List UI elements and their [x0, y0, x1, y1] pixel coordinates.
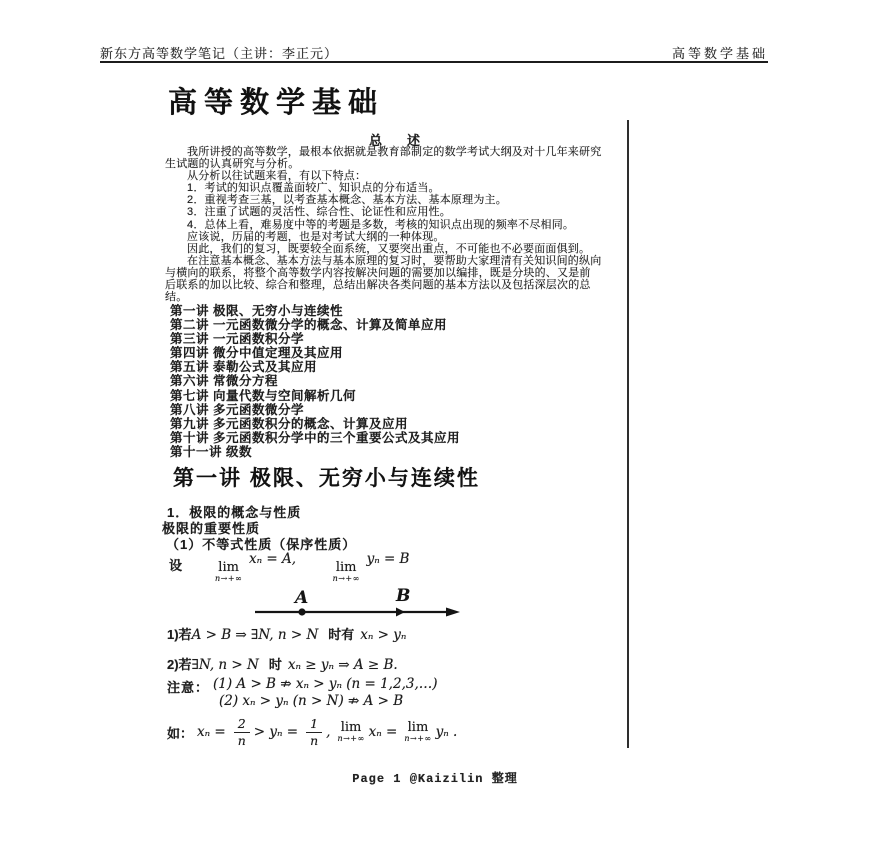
fraction-2-over-n: $\frac{2}{n}$ [234, 717, 250, 746]
let-word: 设 [169, 558, 184, 573]
claim1-tail: xₙ > yₙ [360, 627, 407, 643]
overview-line: 3．注重了试题的灵活性、综合性、论证性和应用性。 [187, 206, 451, 219]
lecture1-subtitle: 极限的重要性质 [162, 521, 261, 536]
overview-paragraphs [165, 146, 635, 303]
toc-item: 第十一讲 级数 [170, 444, 252, 459]
toc-item: 第二讲 一元函数微分学的概念、计算及简单应用 [170, 318, 447, 333]
toc-item: 第三讲 一元函数积分学 [170, 332, 304, 347]
limit-setup-formula [212, 551, 409, 583]
note-line-2: (2) xₙ > yₙ (n > N) ⇏ A > B [219, 693, 404, 709]
page-footer: Page 1 @Kaizilin 整理 [352, 772, 518, 786]
overview-line: 结。 [165, 291, 188, 304]
overview-line: 4．总体上看，难易度中等的考题是多数，考核的知识点出现的频率不尽相同。 [187, 218, 575, 231]
example-limy: yₙ . [435, 724, 458, 740]
claim1-math: A > B ⇒ ∃N, n > N [191, 627, 319, 643]
lecture1-property1: （1）不等式性质（保序性质） [166, 537, 357, 552]
claim-1 [167, 624, 406, 643]
claim2-prefix: 2)若 [167, 657, 192, 672]
header-right-text: 高等数学基础 [671, 46, 768, 61]
toc-item: 第一讲 极限、无穷小与连续性 [170, 304, 343, 318]
point-a-label: A [295, 588, 309, 608]
example-comma: , [326, 724, 331, 740]
toc-item: 第八讲 多元函数微分学 [170, 402, 304, 417]
point-b-label: B [396, 586, 411, 606]
limit-operator: lim n→+∞ [332, 560, 360, 584]
example-limx: xₙ = [368, 724, 398, 740]
example-mid: > yₙ = [253, 724, 299, 740]
claim1-prefix: 1)若 [167, 627, 192, 642]
claim2-math: ∃N, n > N [191, 657, 259, 673]
claim1-mid: 时有 [328, 627, 355, 642]
toc-item: 第七讲 向量代数与空间解析几何 [170, 388, 356, 403]
overview-line: 从分析以往试题来看，有以下特点： [187, 170, 367, 183]
overview-line: 1．考试的知识点覆盖面较广、知识点的分布适当。 [187, 182, 440, 195]
lecture1-point1: 1．极限的概念与性质 [167, 505, 302, 520]
point-b-marker [396, 608, 405, 617]
header-left-text: 新东方高等数学笔记（主讲：李正元） [100, 46, 339, 61]
overview-line: 后联系的加以比较、综合和整理，总结出解决各类问题的基本方法以及包括深层次的总 [165, 279, 591, 292]
column-divider-rule [627, 120, 629, 748]
toc-item: 第十讲 多元函数积分学中的三个重要公式及其应用 [170, 430, 460, 445]
claim2-tail: xₙ ≥ yₙ ⇒ A ≥ B. [287, 657, 398, 673]
document-title: 高等数学基础 [168, 87, 385, 119]
overview-line: 生试题的认真研究与分析。 [165, 158, 300, 171]
formula-y-part: yₙ = B [366, 551, 410, 567]
overview-line: 在注意基本概念、基本方法与基本原理的复习时，要帮助大家理清有关知识间的纵向 [187, 254, 602, 267]
claim-2 [167, 654, 398, 673]
overview-line: 因此，我们的复习，既要较全面系统，又要突出重点，不可能也不必要面面俱到。 [187, 242, 591, 255]
number-line-diagram [250, 584, 465, 624]
overview-line: 我所讲授的高等数学，最根本依据就是教育部制定的数学考试大纲及对十几年来研究 [187, 146, 602, 158]
toc-item: 第五讲 泰勒公式及其应用 [170, 360, 317, 375]
overview-line: 2．重视考查三基，以考查基本概念、基本方法、基本原理为主。 [187, 194, 507, 207]
fraction-1-over-n: $\frac{1}{n}$ [306, 717, 322, 746]
example-x: xₙ = [197, 724, 226, 740]
toc-item: 第九讲 多元函数积分的概念、计算及应用 [170, 416, 408, 431]
note-line-1: (1) A > B ⇏ xₙ > yₙ (n = 1,2,3,…) [213, 676, 438, 692]
overview-heading: 总 述 [368, 133, 426, 148]
toc-item: 第四讲 微分中值定理及其应用 [170, 346, 343, 361]
note-label: 注意： [167, 680, 210, 695]
limit-operator: lim n→+∞ [337, 720, 365, 743]
example-line [167, 712, 461, 752]
toc-item: 第六讲 常微分方程 [170, 374, 278, 389]
lecture-toc [170, 304, 460, 459]
overview-line: 应该说，历届的考题，也是对考试大纲的一种体现。 [187, 230, 445, 243]
point-a-dot [298, 608, 305, 615]
header-rule [100, 61, 768, 63]
claim2-mid: 时 [268, 657, 282, 672]
lecture1-heading: 第一讲 极限、无穷小与连续性 [173, 467, 480, 490]
limit-operator: lim n→+∞ [404, 720, 432, 743]
limit-operator: lim n→+∞ [215, 560, 243, 584]
axis-arrowhead-icon [446, 608, 460, 617]
example-label: 如： [167, 725, 194, 741]
overview-line: 与横向的联系，将整个高等数学内容按解决问题的需要加以编排，既是分块的、又是前 [165, 266, 591, 279]
page-header [100, 43, 768, 62]
formula-x-part: xₙ = A, [249, 551, 297, 567]
